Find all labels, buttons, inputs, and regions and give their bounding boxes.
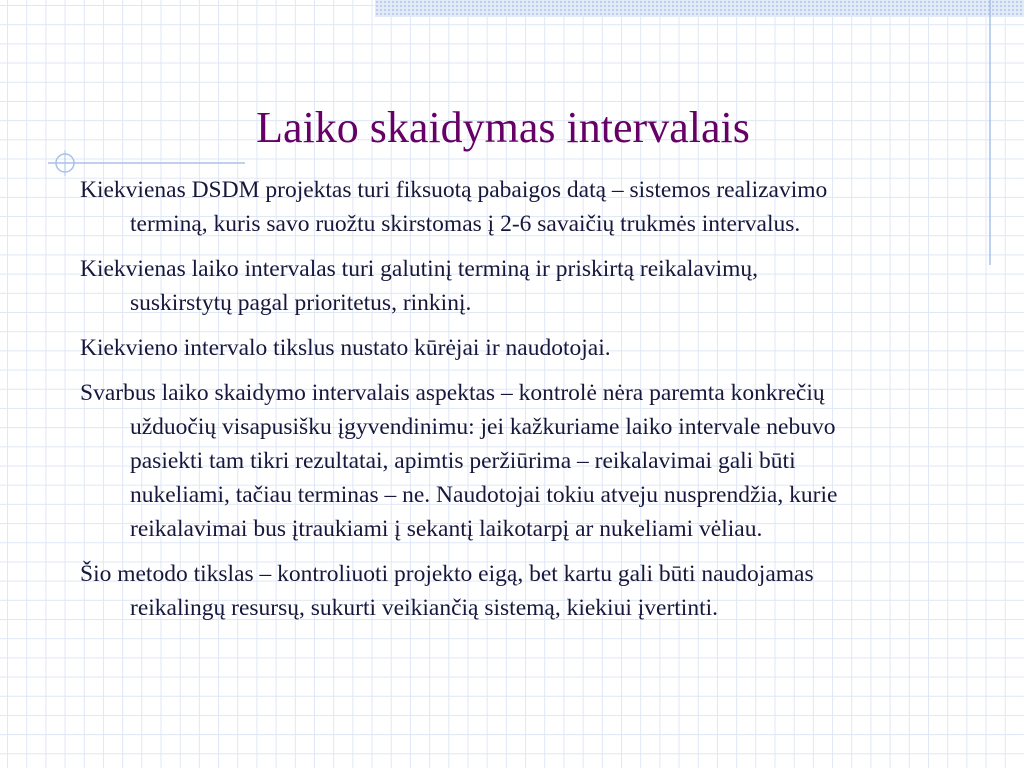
paragraph-line: Kiekvienas DSDM projektas turi fiksuotą pabaigos datą – sistemos realizavimo [80, 177, 828, 203]
paragraph-line: Šio metodo tikslas – kontroliuoti projekto eigą, bet kartu gali būti naudojamas [80, 561, 814, 587]
paragraph-line: pasiekti tam tikri rezultatai, apimtis peržiūrima – reikalavimai gali būti [130, 448, 796, 474]
paragraph-line: terminą, kuris savo ruožtu skirstomas į 2-6 savaičių trukmės intervalus. [130, 211, 801, 237]
paragraph-line: suskirstytų pagal prioritetus, rinkinį. [130, 290, 472, 316]
top-dotted-band [375, 0, 1024, 17]
bullet-paragraph [0, 252, 1024, 320]
bullet-paragraph [0, 331, 1024, 365]
paragraph-line: Kiekvienas laiko intervalas turi galutinį terminą ir priskirtą reikalavimų, [80, 256, 759, 282]
paragraph-line: reikalavimai bus įtraukiami į sekantį laikotarpį ar nukeliami vėliau. [130, 516, 763, 542]
crosshair-circle-icon [56, 154, 74, 172]
bullet-paragraph [0, 376, 1024, 546]
bullet-paragraph [0, 173, 1024, 241]
paragraph-line: reikalingų resursų, sukurti veikiančią sistemą, kiekiui įvertinti. [130, 595, 719, 621]
bullet-paragraph [0, 557, 1024, 625]
slide-body [0, 173, 1024, 625]
paragraph-line: Kiekvieno intervalo tikslus nustato kūrėjai ir naudotojai. [80, 335, 611, 361]
slide-title: Laiko skaidymas intervalais [256, 103, 750, 152]
paragraph-line: Svarbus laiko skaidymo intervalais aspektas – kontrolė nėra paremta konkrečių [80, 380, 825, 406]
paragraph-line: užduočių visapusišku įgyvendinimu: jei kažkuriame laiko intervale nebuvo [130, 414, 836, 440]
paragraph-line: nukeliami, tačiau terminas – ne. Naudotojai tokiu atveju nusprendžia, kurie [130, 482, 838, 508]
